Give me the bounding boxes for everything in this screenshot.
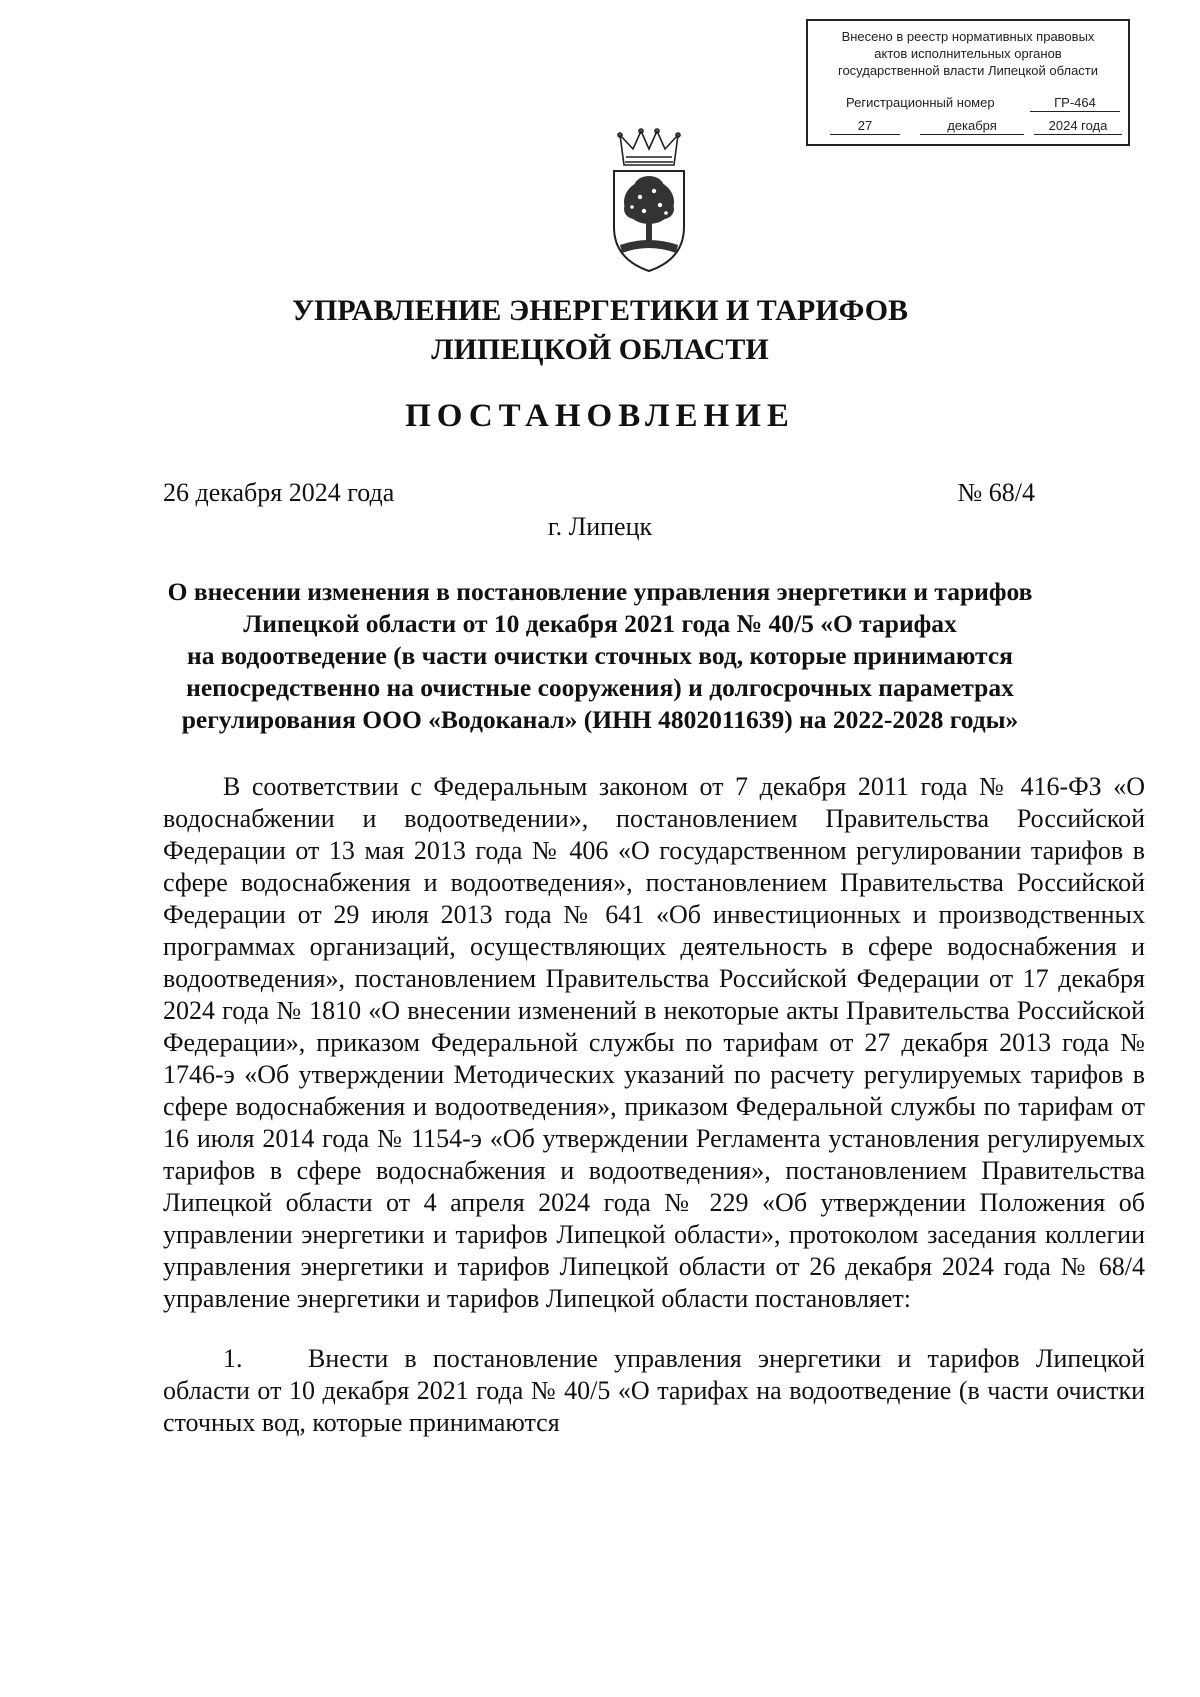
title-line-1: О внесении изменения в постановление управления энергетики и тарифов — [167, 577, 1033, 606]
registry-stamp — [806, 19, 1130, 146]
title-line-4: непосредственно на очистные сооружения) и долгосрочных параметрах — [186, 673, 1014, 702]
preamble-paragraph: В соответствии с Федеральным законом от 7 декабря 2011 года № 416-ФЗ «О водоснабжении и водоотведении», постановлением Правительства Российской Федерации от 13 мая 2013 года № 406 «О государственном регулировании тарифов в сфере водоснабжения и водоотведения», постановлением Правительства Российской Федерации от 29 июля 2013 года № 641 «Об инвестиционных и производственных программах организаций, осуществляющих деятельность в сфере водоснабжения и водоотведения», постановлением Правительства Российской Федерации от 17 декабря 2024 года № 1810 «О внесении изменений в некоторые акты Правительства Российской Федерации», приказом Федеральной службы по тарифам от 27 декабря 2013 года № 1746-э «Об утверждении Методических указаний по расчету регулируемых тарифов в сфере водоснабжения и водоотведения», приказом Федеральной службы по тарифам от 16 июля 2014 года № 1154-э «Об утверждении Регламента установления регулируемых тарифов в сфере водоснабжения и водоотведения», постановлением Правительства Липецкой области от 4 апреля 2024 года № 229 «Об утверждении Положения об управлении энергетики и тарифов Липецкой области», протоколом заседания коллегии управления энергетики и тарифов Липецкой области от 26 декабря 2024 года № 68/4 управление энергетики и тарифов Липецкой области постановляет: — [163, 772, 1145, 1313]
document-body — [163, 771, 1145, 1439]
title-line-5: регулирования ООО «Водоканал» (ИНН 4802011639) на 2022-2028 годы» — [181, 705, 1019, 734]
document-city: г. Липецк — [547, 512, 653, 541]
issuing-authority — [0, 291, 1200, 369]
stamp-line-1: Внесено в реестр нормативных правовых — [841, 29, 1095, 44]
coat-of-arms-icon — [602, 127, 696, 275]
document-type: ПОСТАНОВЛЕНИЕ — [405, 398, 795, 434]
authority-line-1: УПРАВЛЕНИЕ ЭНЕРГЕТИКИ И ТАРИФОВ — [291, 294, 909, 327]
stamp-month: декабря — [920, 117, 1024, 135]
clause-1-text: Внести в постановление управления энергетики и тарифов Липецкой области от 10 декабря 2021 года № 40/5 «О тарифах на водоотведение (в части очистки сточных вод, которые принимаются — [163, 1344, 1145, 1437]
clause-1-number: 1. — [223, 1344, 243, 1373]
stamp-line-2: актов исполнительных органов — [874, 46, 1062, 61]
document-title — [150, 576, 1050, 736]
clause-1 — [163, 1343, 1145, 1439]
title-line-2: Липецкой области от 10 декабря 2021 года № 40/5 «О тарифах — [243, 609, 957, 638]
title-line-3: на водоотведение (в части очистки сточных вод, которые принимаются — [187, 641, 1013, 670]
document-date: 26 декабря 2024 года — [163, 478, 395, 507]
stamp-registration-number: ГР-464 — [1030, 94, 1120, 112]
stamp-registration-label: Регистрационный номер — [846, 95, 995, 110]
stamp-day: 27 — [830, 117, 900, 135]
stamp-year: 2024 года — [1034, 117, 1122, 135]
stamp-line-3: государственной власти Липецкой области — [837, 63, 1099, 78]
stamp-date-row — [808, 117, 1128, 135]
document-number: № 68/4 — [957, 478, 1035, 507]
authority-line-2: ЛИПЕЦКОЙ ОБЛАСТИ — [431, 333, 769, 366]
stamp-registration-row — [808, 94, 1128, 112]
